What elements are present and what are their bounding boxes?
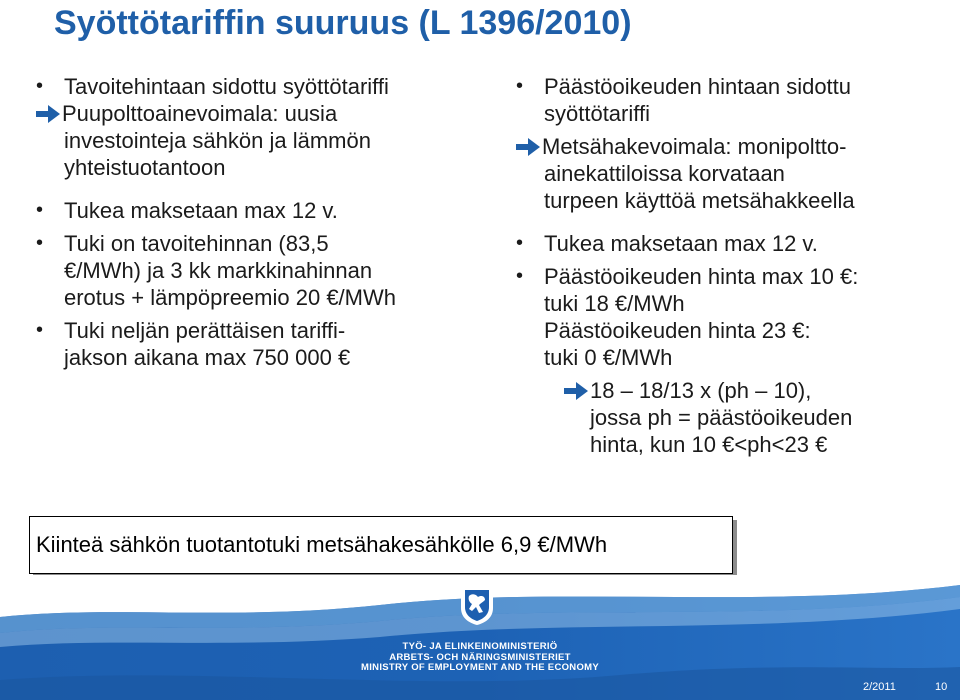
list-item-continuation: investointeja sähkön ja lämmön <box>64 128 371 153</box>
ministry-name-sv: ARBETS- OCH NÄRINGSMINISTERIET <box>389 651 571 663</box>
arrow-item <box>36 100 476 127</box>
left-column <box>36 73 476 371</box>
list-item-continuation: turpeen käyttöä metsähakkeella <box>544 188 855 213</box>
list-item-continuation: ainekattiloissa korvataan <box>544 161 785 186</box>
arrow-item-text: Puupolttoainevoimala: uusia <box>62 101 338 126</box>
list-item-continuation: erotus + lämpöpreemio 20 €/MWh <box>64 285 396 310</box>
list-item-continuation: yhteistuotantoon <box>64 155 226 180</box>
list-item-continuation: jakson aikana max 750 000 € <box>64 345 351 370</box>
arrow-item-text: 18 – 18/13 x (ph – 10), <box>590 378 812 403</box>
list-item-continuation: Päästöoikeuden hinta 23 €: <box>544 318 811 343</box>
highlight-box: Kiinteä sähkön tuotantotuki metsähakesähkölle 6,9 €/MWh <box>29 516 733 574</box>
ministry-name-fi: TYÖ- JA ELINKEINOMINISTERIÖ <box>402 641 558 652</box>
page-number: 10 <box>935 681 948 693</box>
ministry-lion-logo <box>457 584 497 626</box>
list-item: • Tuki on tavoitehinnan (83,5 <box>36 230 476 257</box>
page-title: Syöttötariffin suuruus (L 1396/2010) <box>54 4 632 42</box>
arrow-right-icon <box>564 382 588 400</box>
list-item: • Tukea maksetaan max 12 v. <box>36 197 476 224</box>
list-item-continuation: tuki 0 €/MWh <box>544 345 673 370</box>
arrow-item <box>516 377 956 404</box>
right-column <box>516 73 956 458</box>
list-item: • Tuki neljän perättäisen tariffi- <box>36 317 476 344</box>
arrow-item <box>516 133 956 160</box>
ministry-name <box>0 642 960 674</box>
list-item-continuation: jossa ph = päästöoikeuden <box>590 405 853 430</box>
ministry-name-en: MINISTRY OF EMPLOYMENT AND THE ECONOMY <box>361 662 599 673</box>
arrow-item-text: Metsähakevoimala: monipoltto- <box>542 134 847 159</box>
arrow-right-icon <box>36 105 60 123</box>
list-item-continuation: tuki 18 €/MWh <box>544 291 685 316</box>
list-item: • Päästöoikeuden hintaan sidottu <box>516 73 956 100</box>
list-item: • Tukea maksetaan max 12 v. <box>516 230 956 257</box>
arrow-right-icon <box>516 138 540 156</box>
footer-date: 2/2011 <box>863 681 896 693</box>
list-item-continuation: hinta, kun 10 €<ph<23 € <box>590 432 828 457</box>
list-item-continuation: €/MWh) ja 3 kk markkinahinnan <box>64 258 373 283</box>
list-item: • Tavoitehintaan sidottu syöttötariffi <box>36 73 476 100</box>
list-item: • Päästöoikeuden hinta max 10 €: <box>516 263 956 290</box>
list-item-continuation: syöttötariffi <box>544 101 650 126</box>
